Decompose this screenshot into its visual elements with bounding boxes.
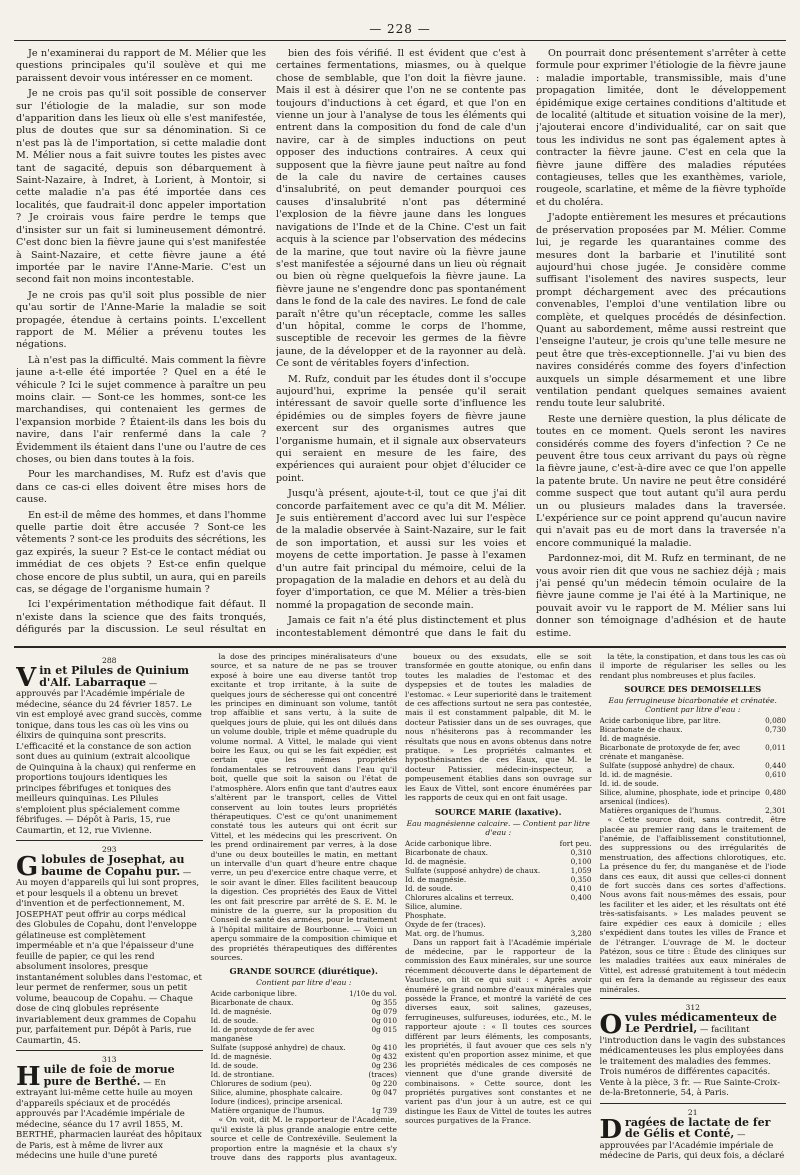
grande-source-composition-table — [211, 989, 398, 1115]
component-name: Matière organique de l'humus. — [210, 1106, 325, 1116]
component-name: Bicarbonate de protoxyde de fer, avec crénate et manganèse. — [599, 743, 741, 762]
table-row — [600, 779, 787, 788]
ad-rule — [600, 1103, 787, 1104]
advertisement-divider — [14, 646, 786, 648]
header-rule — [14, 40, 786, 41]
ad-number: 21 — [687, 1107, 698, 1117]
table-row — [600, 725, 787, 734]
component-value — [765, 779, 786, 788]
ad-column-1 — [16, 652, 203, 1162]
component-name: Id. de magnésie. — [405, 856, 467, 866]
ad-paragraph: la tête, la constipation, et dans tous les cas où il importe de régulariser les selles ou les rendant plus nombreuses et plus faciles. — [599, 652, 786, 680]
article-paragraph: Reste une dernière question, la plus délicate de toutes en ce moment. Quels seront les navires considérés comme des foyers d'infection ? Ce ne peuvent être tous ceux arrivant du pays où règne la fièvre jaune, c'est-à-dire avec ce que l'on appelle la patente brute. Un navire ne peut être considéré comme suspect que tout autant qu'il aura perdu un ou plusieurs malades dans la traversée. L'expérience sur ce point apprend qu'aucun navire qui n'avait pas eu de mort dans la traversée n'a encore communiqué la maladie. — [536, 413, 786, 549]
component-name: Mat. org. de l'humus. — [405, 928, 485, 938]
component-name: Id. de soude. — [210, 1061, 259, 1071]
ad-heading — [16, 663, 203, 836]
ad-drop-cap: D — [599, 1114, 623, 1145]
component-name: Id. de strontiane. — [210, 1070, 275, 1080]
component-value — [556, 920, 592, 929]
ad-heading — [16, 852, 203, 1046]
table-row — [211, 1007, 398, 1016]
grande-source-source-title: GRANDE SOURCE (diurétique). — [229, 966, 378, 977]
article-paragraph: Pardonnez-moi, dit M. Rufz en terminant, de ne vous avoir rien dit que vous ne sachiez déjà ; mais j'ai pensé qu'un médecin témoin oculaire de la fièvre jaune comme je l'ai été à la Martinique, ne pouvait avoir vu le rapport de M. Mélier sans lui donner son témoignage d'adhésion et de haute estime. — [536, 553, 786, 638]
grande-source-intro: la dose des principes minéralisateurs d'une source, et sa nature de ne pas se trouver exposé à boire une eau diverse tantôt trop excitante et trop irritante, à la suite de quelques jours de sécheresse qui ont concentré les principes en diminuant son volume, tantôt trop affaiblie et sans vertu, à la suite de quelques jours de pluie, qui les ont dilués dans un volume double, triple et même quadruple du volume normal. A Vittel, le malade qui vient boire les Eaux, ou qui se les fait expédier, est certain que les mêmes propriétés fondamentales se retrouvent dans l'eau qu'il boit, quelle que soit la saison ou l'état de l'atmosphère. Alors enfin que tant d'autres eaux s'altèrent par le transport, celles de Vittel conservent au loin toutes leurs propriétés thérapeutiques. C'est ce qu'ont unanimement constaté tous les auteurs qui ont écrit sur Vittel, et les médecins qui les prescrivent. On les prend ordinairement par verres, à la dose d'une ou deux bouteilles le matin, en mettant un intervalle d'un quart d'heure entre chaque verre, un peu d'exercice entre chaque verre, et le soir avant le dîner. Elles facilitent beaucoup la digestion. Ces propriétés des Eaux de Vittel les ont fait prescrire par arrêté de S. E. M. le ministre de la guerre, sur la proposition du Conseil de santé des armées, pour le traitement à l'hôpital militaire de Bourbonne. — Voici un aperçu sommaire de la composition chimique et des propriétés thérapeutiques des différentes sources. — [210, 652, 397, 962]
ad-heading-body: — Au moyen d'appareils qui lui sont propres, et pour lesquels il a obtenu un brevet d'invention et de perfectionnement, M. JOSEPHAT peut offrir au corps médical des Globules de Copahu, dont l'enveloppe gélatineuse est complètement imperméable et n'a que l'épaisseur d'une feuille de papier, ce qui les rend absolument insolores, presque instantanément solubles dans l'estomac, et leur permet de renfermer, sous un petit volume, beaucoup de Copahu. — Chaque dose de cinq globules représente invariablement deux grammes de Copahu pur, parfaitement pur. Dépôt à Paris, rue Caumartin, 45. — [16, 867, 202, 1046]
ad-drop-cap: O — [599, 1009, 623, 1040]
ad-heading — [599, 1114, 787, 1162]
advertisement-section — [16, 652, 786, 1162]
ad-column-4 — [600, 652, 787, 1162]
article-body — [16, 48, 786, 638]
table-row — [211, 1061, 398, 1070]
article-paragraph: Je ne crois pas qu'il soit possible de conserver sur l'étiologie de la maladie, sur son mode d'apparition dans les lieux où elle s'est manifestée, plus de doutes que sur sa dénomination. Si ce n'est pas là de l'importation, si cette maladie dont M. Mélier nous a fait suivre toutes les pistes avec tant de sagacité, depuis son débarquement à Saint-Nazaire, à Indret, à Lorient, à Montoir, si cette maladie n'a pas été importée dans ces localités, que faudrait-il donc appeler importation ? Je croirais vous faire perdre le temps que d'insister sur un fait si lumineusement démontré. C'est donc bien la fièvre jaune qui s'est manifestée à Saint-Nazaire, et cette fièvre jaune a été importée par le navire l'Anne-Marie. C'est un second fait non moins incontestable. — [16, 88, 266, 286]
component-value: 0g 010 — [371, 1016, 397, 1026]
table-row — [405, 875, 592, 884]
source-marie-intro: boueux ou des exsudats, elle se soit transformée en goutte atonique, ou enfin dans toutes les maladies de l'estomac et des dyspepsies et de toutes les maladies de l'estomac. « Leur superiorité dans le traitement de ces affections surtout ne sera pas contestée, mais il est constamment palpable, dit M. le docteur Patissier dans un de ses ouvrages, que nous n'hésiterons pas à recommander les résultats que nous en avons obtenus dans notre pratique. » Les propriétés calmantes et hyposthénisantes de ces Eaux, que M. le docteur Patissier, médecin-inspecteur, a pompeusement établies dans son ouvrage sur les Eaux de Vittel, sont encore énumérées par les rapports de ceux qui en ont fait usage. — [405, 652, 592, 803]
article-paragraph: Ici l'expérimentation méthodique fait défaut. Il n'existe dans la science que des faits tronqués, défigurés par la discussion. Le seul résultat en — [16, 599, 266, 636]
source-demoiselles-source-title: SOURCE DES DEMOISELLES — [624, 684, 762, 695]
ad-number: 313 — [102, 1055, 117, 1064]
component-name: Id. id. de magnésie. — [599, 770, 673, 780]
source-demoiselles-source-subtitle: Eau ferrugineuse bicarbonatée et crénatée. Contient par litre d'eau : — [608, 696, 777, 715]
table-row — [211, 1052, 398, 1061]
table-row — [211, 1070, 398, 1079]
table-row — [211, 1097, 398, 1106]
component-value: 0g 410 — [371, 1043, 397, 1053]
ad-heading-body: — En extrayant lui-même cette huile au moyen d'appareils spéciaux et de procédés approuvés par l'Académie impériale de médecine, séance du 17 avril 1855, M. BERTHÉ, pharmacien lauréat des hôpitaux de Paris, est à même de livrer aux médecins une huile d'une pureté — [16, 1077, 202, 1161]
component-value: 0g 220 — [371, 1079, 397, 1089]
table-row — [600, 716, 787, 725]
table-row — [600, 770, 787, 779]
article-column-3 — [536, 48, 786, 638]
component-name: Id. de protoxyde de fer avec manganèse — [210, 1025, 315, 1044]
table-row — [211, 1016, 398, 1025]
component-name: Acide carbonique libre, par litre. — [599, 716, 721, 726]
component-value: 0g 015 — [371, 1025, 397, 1035]
table-row — [405, 884, 592, 893]
table-row — [600, 788, 787, 806]
ad-drop-cap: H — [16, 1062, 41, 1092]
component-value: 0,610 — [765, 770, 786, 780]
component-name: Acide carbonique libre. — [405, 838, 492, 848]
component-value — [556, 902, 592, 911]
component-name: Id. de soude. — [405, 883, 453, 893]
ad-drop-cap: G — [16, 852, 39, 882]
table-row — [405, 902, 592, 911]
ad-number: 312 — [685, 1002, 700, 1012]
component-name: Chlorures alcalins et terreux. — [405, 892, 514, 902]
table-row — [600, 806, 787, 815]
component-name: Phosphate. — [405, 910, 447, 920]
ad-rule — [16, 1050, 203, 1051]
ad-rule — [600, 998, 787, 999]
component-value: 1,059 — [570, 865, 592, 875]
table-row — [211, 998, 398, 1007]
article-paragraph: En est-il de même des hommes, et dans l'homme quelle partie doit être accusée ? Sont-ce les vêtements ? sont-ce les produits des sécrétions, les gaz expirés, la sueur ? Est-ce le contact médiat ou immédiat de ces objets ? Est-ce enfin quelque chose encore de plus subtil, un aura, qui en pareils cas, se dégage de l'organisme humain ? — [16, 509, 266, 596]
article-paragraph: Je ne crois pas qu'il soit plus possible de nier qu'au sortir de l'Anne-Marie la maladie se soit propagée, étendue à certains points. L'excellent rapport de M. Mélier a prévenu toutes les négations. — [16, 289, 266, 351]
article-paragraph: Jamais ce fait n'a été plus distinctement et plus incontestablement démontré que dans le fait du — [276, 615, 526, 638]
table-row — [405, 839, 592, 848]
ad-heading-text: vules médicamenteux de Le Perdriel, — [625, 1010, 777, 1036]
article-paragraph: bien des fois vérifié. Il est évident que c'est à certaines fermentations, miasmes, ou à quelque chose de semblable, que l'on doit la fièvre jaune. Mais il est à désirer que l'on ne se contente pas toujours d'inductions à cet égard, et que l'on en vienne un jour à l'analyse de tous les éléments qui entrent dans la composition du fond de cale d'un navire, car à de simples inductions on peut opposer des inductions contraires. A ceux qui supposent que la fièvre jaune peut naître au fond de la cale du navire de certaines causes d'insalubrité, on peut demander pourquoi ces causes d'insalubrité n'ont pas déterminé l'explosion de la fièvre jaune dans les longues navigations de l'Inde et de la Chine. C'est un fait acquis à la science par l'observation des médecins de la marine, que tout navire où la fièvre jaune s'est manifestée a séjourné dans un lieu où régnait ou bien où règne quelquefois la fièvre jaune. La fièvre jaune ne s'engendre donc pas spontanément dans le fond de la cale des navires. Le fond de cale paraît n'être qu'un réceptacle, comme les salles d'un hôpital, comme le corps de l'homme, susceptible de recevoir les germes de la fièvre jaune, de la développer et de la rayonner au delà. Ce sont de véritables foyers d'infection. — [276, 48, 526, 370]
component-value: 0g 432 — [371, 1052, 397, 1062]
component-value: 1/10e du vol. — [349, 989, 397, 999]
component-value: 0g 236 — [371, 1061, 397, 1071]
component-value: 0,011 — [765, 743, 786, 753]
ad-heading-body: — approuvées par l'Académie impériale de médecine de Paris, qui deux fois, a déclaré — [599, 1130, 785, 1162]
article-paragraph: Pour les marchandises, M. Rufz est d'avis que dans ce cas-ci elles doivent être mises hors de cause. — [16, 469, 266, 506]
component-name: Silice, alumine. — [405, 901, 463, 911]
source-demoiselles-composition-table — [600, 716, 787, 815]
component-name: Id. de magnésie. — [210, 1007, 272, 1017]
component-value: (traces) — [368, 1070, 397, 1080]
component-value: 0,440 — [765, 761, 786, 771]
page-number: — 228 — — [369, 22, 431, 36]
ad-heading-body: — facilitant l'introduction dans le vagin des substances médicamenteuses les plus employées dans le traitement des maladies des femmes. Trois numéros de différentes capacités. Vente à la pièce, 3 fr. — Rue Sainte-Croix-de-la-Bretonnerie, 54, à Paris. — [599, 1025, 786, 1099]
table-row — [405, 920, 592, 929]
table-row — [600, 734, 787, 743]
source-marie-source-title: SOURCE MARIE (laxative). — [434, 806, 562, 817]
component-value: 0,080 — [765, 716, 786, 726]
article-column-1 — [16, 48, 266, 638]
ad-column-2 — [211, 652, 398, 1162]
component-name: Id. de soude. — [210, 1016, 259, 1026]
component-value — [765, 734, 786, 743]
article-paragraph: J'adopte entièrement les mesures et précautions de préservation proposées par M. Mélier. Comme lui, je regarde les quarantaines comme des mesures dont la barbarie et l'inutilité sont aujourd'hui chose jugée. Je considère comme suffisant l'isolement des navires suspects, leur prompt déchargement avec des précautions convenables, l'emploi d'une ventilation libre ou complète, et quelques procédés de désinfection. Quant au sabordement, même aussi restreint que l'enseigne l'auteur, je crois qu'une telle mesure ne peut être que très-exceptionnelle. J'ai vu bien des navires considérés comme des foyers d'infection auxquels un simple désarmement et une libre ventilation pendant quelques semaines avaient rendu toute leur salubrité. — [536, 212, 786, 410]
ad-heading — [16, 1062, 203, 1162]
ad-heading-body: — approuvés par l'Académie impériale de médecine, séance du 24 février 1857. Le vin est employé avec grand succès, comme tonique, dans tous les cas où les vins ou élixirs de quinquina sont prescrits. L'efficacité et la constance de son action sont dues au quinium (extrait alcoolique de Quinquina à la chaux) qui renferme en proportions toujours identiques les principes fébrifuges et toniques des meilleurs quinquinas. Les Pilules s'emploient plus spécialement comme fébrifuges. — Dépôt à Paris, 15, rue Caumartin, et 12, rue Vivienne. — [16, 678, 202, 836]
ad-column-3 — [405, 652, 592, 1162]
component-name: Bicarbonate de chaux. — [405, 847, 488, 857]
ad-heading-text: uile de foie de morue pure de Berthé. — [43, 1063, 175, 1088]
table-row — [211, 1088, 398, 1097]
component-value: 0,310 — [570, 847, 592, 857]
ad-drop-cap: V — [16, 663, 37, 693]
component-name: Id. de magnésie. — [405, 874, 467, 884]
component-value: fort peu. — [559, 838, 592, 848]
grande-source-source-subtitle: Contient par litre d'eau : — [256, 978, 352, 988]
table-row — [600, 761, 787, 770]
component-value: 0,730 — [765, 725, 786, 735]
table-row — [405, 929, 592, 938]
component-value: 0,350 — [570, 874, 592, 884]
component-value: 0g 047 — [371, 1088, 397, 1098]
component-value: 0g 355 — [371, 998, 397, 1008]
table-row — [405, 893, 592, 902]
article-paragraph: On pourrait donc présentement s'arrêter à cette formule pour exprimer l'étiologie de la fièvre jaune : maladie importable, transmissible, mais d'une propagation limitée, dont le développement épidémique exige certaines conditions d'altitude et de localité (altitude et situation voisine de la mer), j'ajouterai encore d'individualité, car on sait que tous les individus ne sont pas également aptes à contracter la fièvre jaune. C'est en cela que la fièvre jaune diffère des maladies réputées contagieuses, telles que les exanthèmes, variole, rougeole, scarlatine, et même de la fièvre typhoïde et du choléra. — [536, 48, 786, 208]
table-row — [211, 989, 398, 998]
article-column-2 — [276, 48, 526, 638]
component-name: Sulfate (supposé anhydre) de chaux. — [599, 761, 735, 771]
table-row — [405, 848, 592, 857]
ad-heading-text: ragées de lactate de fer de Gélis et Conté, — [625, 1115, 771, 1141]
table-row — [405, 911, 592, 920]
component-value: 2,301 — [765, 806, 786, 816]
article-paragraph: M. Rufz, conduit par les études dont il s'occupe aujourd'hui, exprime la pensée qu'il serait intéressant de savoir quelle sorte d'influence les épidémies ou de simples foyers de fièvre jaune exercent sur des organismes autres que l'organisme humain, et il signale aux observateurs qui seraient en mesure de les faire, des expériences qui auraient pour objet d'élucider ce point. — [276, 373, 526, 484]
component-name: Bicarbonate de chaux. — [210, 998, 294, 1008]
ad-number: 293 — [102, 845, 117, 854]
component-name: Sulfate (supposé anhydre) de chaux. — [210, 1043, 346, 1053]
ad-heading-text: in et Pilules de Quinium d'Alf. Labarraque — [39, 664, 190, 689]
table-row — [600, 743, 787, 761]
source-marie-composition-table — [405, 839, 592, 938]
ad-number: 288 — [102, 656, 117, 665]
grande-source-outro: « On voit, dit M. le rapporteur de l'Académie, qu'il existe là plus grande analogie entre cette source et celle de Contrexéville. Seulement la proportion entre la magnésie et la chaux s'y trouve dans des rapports plus avantageux. — [210, 1115, 397, 1162]
article-paragraph: Là n'est pas la difficulté. Mais comment la fièvre jaune a-t-elle été importée ? Quel en a été le véhicule ? Ici le sujet commence à paraître un peu moins clair. — Sont-ce les hommes, sont-ce les marchandises, qui contenaient les germes de l'expansion morbide ? Étaient-ils dans les bois du navire, dans l'air renfermé dans la cale ? Évidemment ils étaient dans l'une ou l'autre de ces choses, ou bien dans toutes à la fois. — [16, 354, 266, 465]
ad-heading — [599, 1009, 787, 1099]
table-row — [405, 866, 592, 875]
component-name: Matières organiques de l'humus. — [599, 806, 722, 816]
table-row — [211, 1043, 398, 1052]
table-row — [405, 857, 592, 866]
component-name: Id. de magnésie. — [599, 734, 661, 744]
component-name: Sulfate (supposé anhydre) de chaux. — [405, 865, 541, 875]
ad-heading-text: lobules de Josephat, au baume de Copahu pur. — [41, 853, 185, 878]
component-value: 0g 079 — [371, 1007, 397, 1017]
component-value — [349, 1097, 397, 1106]
source-marie-outro: Dans un rapport fait à l'Académie impériale de médecine, par le rapporteur de la commission des Eaux minérales, sur une source récemment découverte dans le département de Vaucluse, on lit ce qui suit : « Après avoir énuméré le grand nombre d'eaux minérales que possède la France, et montré la variété de ces diverses eaux, soit salines, gazeuses, ferrugineuses, sulfureuses, iodurées, etc., M. le rapporteur ajoute : « Il toutes ces sources différent par leurs éléments, les composants, les propriétés, il faut avouer que ces sels n'y existent qu'en proportion assez minime, et que les propriétés médicales de ces composés ne viennent que d'une grande diversité de combinaisons. » Cette source, dont les propriétés purgatives sont constantes et ne varient pas d'un jour à un autre, est ce qui distingue les Eaux de Vittel de toutes les autres sources purgatives de la France. — [405, 937, 592, 1126]
component-name: Id. id. de soude. — [599, 779, 659, 789]
ad-rule — [16, 840, 203, 841]
table-row — [211, 1025, 398, 1043]
component-name: Acide carbonique libre. — [210, 989, 297, 999]
component-value — [556, 911, 592, 920]
component-value: 1g 739 — [371, 1106, 397, 1116]
article-paragraph: Je n'examinerai du rapport de M. Mélier que les questions principales qu'il soulève et qui me paraissent devoir vous intéresser en ce moment. — [16, 48, 266, 84]
component-name: Bicarbonate de chaux. — [599, 725, 683, 735]
component-value: 0,480 — [765, 788, 786, 798]
source-demoiselles-outro: « Cette source doit, sans contredit, être placée au premier rang dans le traitement de l'anémie, de l'affaiblissement constitutionnel, des suppressions ou des irrégularités de menstruation, des affections chlorotiques, etc. La présence du fer, du manganèse et de l'iode dans ces eaux, dit aussi que celles-ci donnent de fort succès dans ces sortes d'affections. Nous avons fait nous-mêmes des essais, pour les faciliter et les aider, et les résultats ont été très-satisfaisants. » Les malades peuvent se faire expédier ces eaux à domicile ; elles s'expédient dans toutes les villes de France et de l'étranger. L'ouvrage de M. le docteur Patézon, sous ce titre : Étude des cliniques sur les maladies traitées aux eaux minérales de Vittel, est adressé gratuitement à tout médecin qui en fera la demande au régisseur des eaux minérales. — [599, 815, 786, 994]
component-name: Id. de magnésie. — [210, 1052, 272, 1062]
component-name: Chlorures de sodium (peu). — [210, 1079, 312, 1089]
article-column-3-text — [536, 48, 786, 638]
component-value: 0,100 — [570, 856, 592, 866]
table-row — [211, 1106, 398, 1115]
component-value: 0,400 — [570, 892, 592, 902]
component-name: Silice, alumine, phosphate, iode et principe arsenical (indices). — [599, 788, 761, 807]
component-name: Iodure (indices), principe arsenical. — [210, 1097, 343, 1107]
table-row — [211, 1079, 398, 1088]
component-value: 3,280 — [570, 928, 592, 938]
source-marie-source-subtitle: Eau magnésienne calcaire. — Contient par litre d'eau : — [406, 818, 590, 837]
article-paragraph: Jusqu'à présent, ajoute-t-il, tout ce que j'ai dit concorde parfaitement avec ce qu'a dit M. Mélier. Je suis entièrement d'accord avec lui sur l'espèce de la maladie observée à Saint-Nazaire, sur le fait de son importation, et aussi sur les voies et moyens de cette importation. Je passe à l'examen d'un autre fait principal du mémoire, celui de la propagation de la maladie en dehors et au delà du foyer d'importation, ce que M. Mélier a très-bien nommé la propagation de seconde main. — [276, 488, 526, 611]
component-name: Oxyde de fer (traces). — [405, 919, 486, 929]
component-value: 0,410 — [570, 883, 592, 893]
component-name: Silice, alumine, phosphate calcaire. — [210, 1088, 343, 1098]
